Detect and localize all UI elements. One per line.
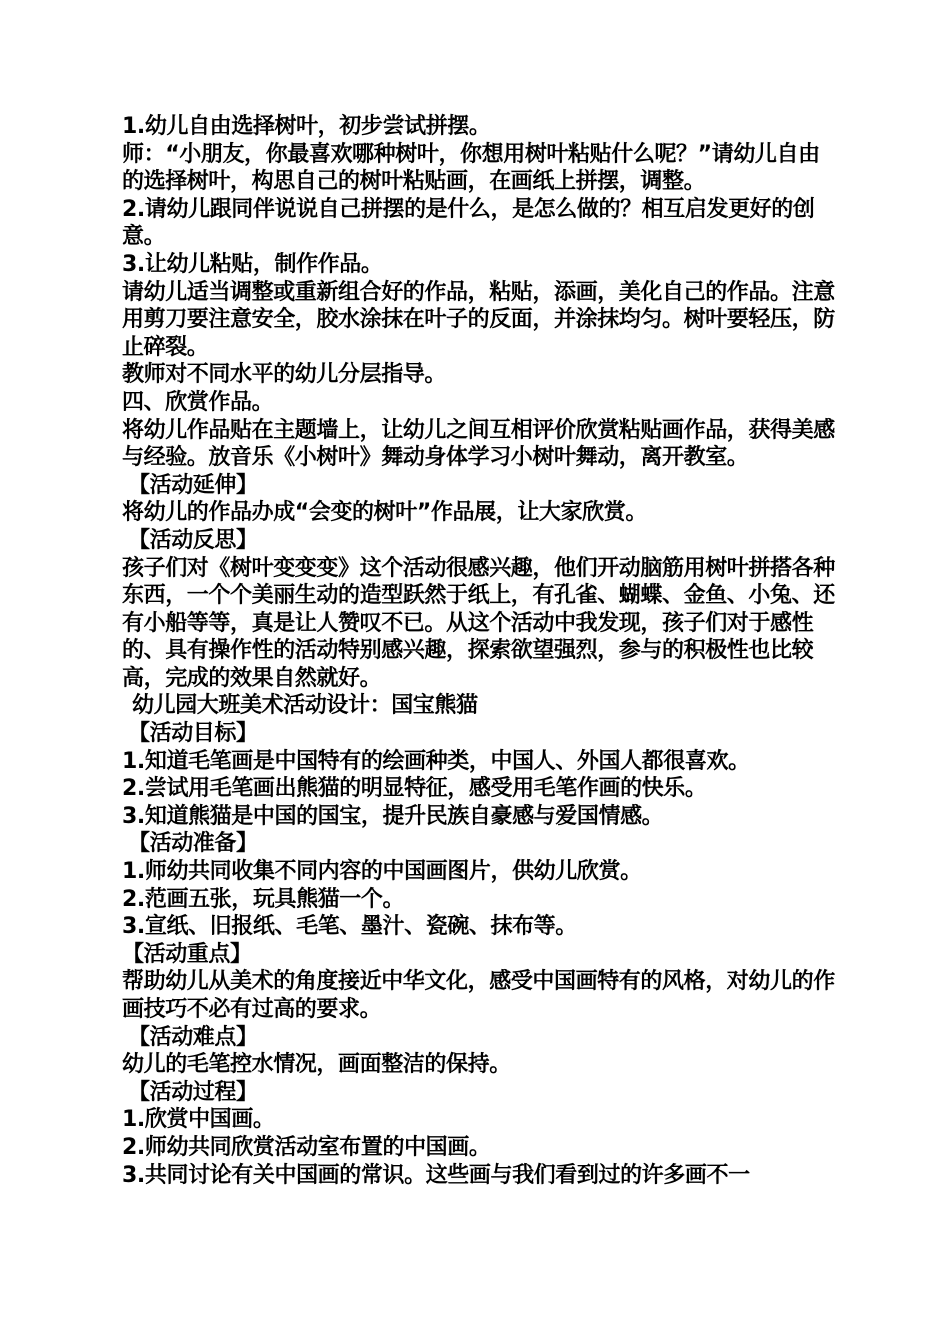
paragraph-p11: 【活动反思】 <box>128 527 258 553</box>
paragraph-p24: 【活动难点】 <box>128 1024 258 1050</box>
paragraph-p17: 3.知道熊猫是中国的国宝，提升民族自豪感与爱国情感。 <box>122 803 664 829</box>
document-page <box>116 113 838 1189</box>
paragraph-p6: 教师对不同水平的幼儿分层指导。 <box>122 362 447 388</box>
paragraph-p23: 帮助幼儿从美术的角度接近中华文化，感受中国画特有的风格，对幼儿的作画技巧不必有过高的要求。 <box>122 969 835 1022</box>
paragraph-p26: 【活动过程】 <box>128 1079 258 1105</box>
paragraph-p18: 【活动准备】 <box>128 831 258 857</box>
paragraph-p19: 1.师幼共同收集不同内容的中国画图片，供幼儿欣赏。 <box>122 859 642 885</box>
paragraph-p20: 2.范画五张，玩具熊猫一个。 <box>122 886 405 912</box>
paragraph-p27: 1.欣赏中国画。 <box>122 1107 275 1133</box>
paragraph-p5: 请幼儿适当调整或重新组合好的作品，粘贴，添画，美化自己的作品。注意用剪刀要注意安全，胶水涂抹在叶子的反面，并涂抹均匀。树叶要轻压，防止碎裂。 <box>122 279 835 360</box>
paragraph-p2: 师：“小朋友，你最喜欢哪种树叶，你想用树叶粘贴什么呢？”请幼儿自由的选择树叶，构思自己的树叶粘贴画，在画纸上拼摆，调整。 <box>122 141 820 195</box>
paragraph-p7: 四、欣赏作品。 <box>122 389 274 415</box>
paragraph-p13: 幼儿园大班美术活动设计：国宝熊猫 <box>132 693 478 719</box>
paragraph-p16: 2.尝试用毛笔画出熊猫的明显特征，感受用毛笔作画的快乐。 <box>122 776 707 802</box>
paragraph-p28: 2.师幼共同欣赏活动室布置的中国画。 <box>122 1134 491 1160</box>
paragraph-p3: 2.请幼儿跟同伴说说自己拼摆的是什么，是怎么做的？相互启发更好的创意。 <box>122 196 815 250</box>
paragraph-p21: 3.宣纸、旧报纸、毛笔、墨汁、瓷碗、抹布等。 <box>122 914 577 940</box>
paragraph-p25: 幼儿的毛笔控水情况，画面整洁的保持。 <box>122 1052 511 1078</box>
paragraph-p15: 1.知道毛笔画是中国特有的绘画种类，中国人、外国人都很喜欢。 <box>122 748 750 774</box>
paragraph-p12: 孩子们对《树叶变变变》这个活动很感兴趣，他们开动脑筋用树叶拼搭各种东西，一个个美丽生动的造型跃然于纸上，有孔雀、蝴蝶、金鱼、小兔、还有小船等等，真是让人赞叹不已。从这个活动中我发现，孩子们对于感性的、具有操作性的活动特别感兴趣，探索欲望强烈，参与的积极性也比较高，完成的效果自然就好。 <box>122 555 835 691</box>
paragraph-p10: 将幼儿的作品办成“会变的树叶”作品展，让大家欣赏。 <box>122 500 647 526</box>
paragraph-p29: 3.共同讨论有关中国画的常识。这些画与我们看到过的许多画不一 <box>122 1162 750 1188</box>
paragraph-p8: 将幼儿作品贴在主题墙上，让幼儿之间互相评价欣赏粘贴画作品，获得美感与经验。放音乐《小树叶》舞动身体学习小树叶舞动，离开教室。 <box>122 417 835 471</box>
paragraph-p4: 3.让幼儿粘贴，制作作品。 <box>122 251 383 277</box>
paragraph-p22: 【活动重点】 <box>122 941 252 967</box>
paragraph-p1: 1.幼儿自由选择树叶，初步尝试拼摆。 <box>122 114 491 139</box>
paragraph-p9: 【活动延伸】 <box>128 472 258 498</box>
paragraph-p14: 【活动目标】 <box>128 721 258 747</box>
